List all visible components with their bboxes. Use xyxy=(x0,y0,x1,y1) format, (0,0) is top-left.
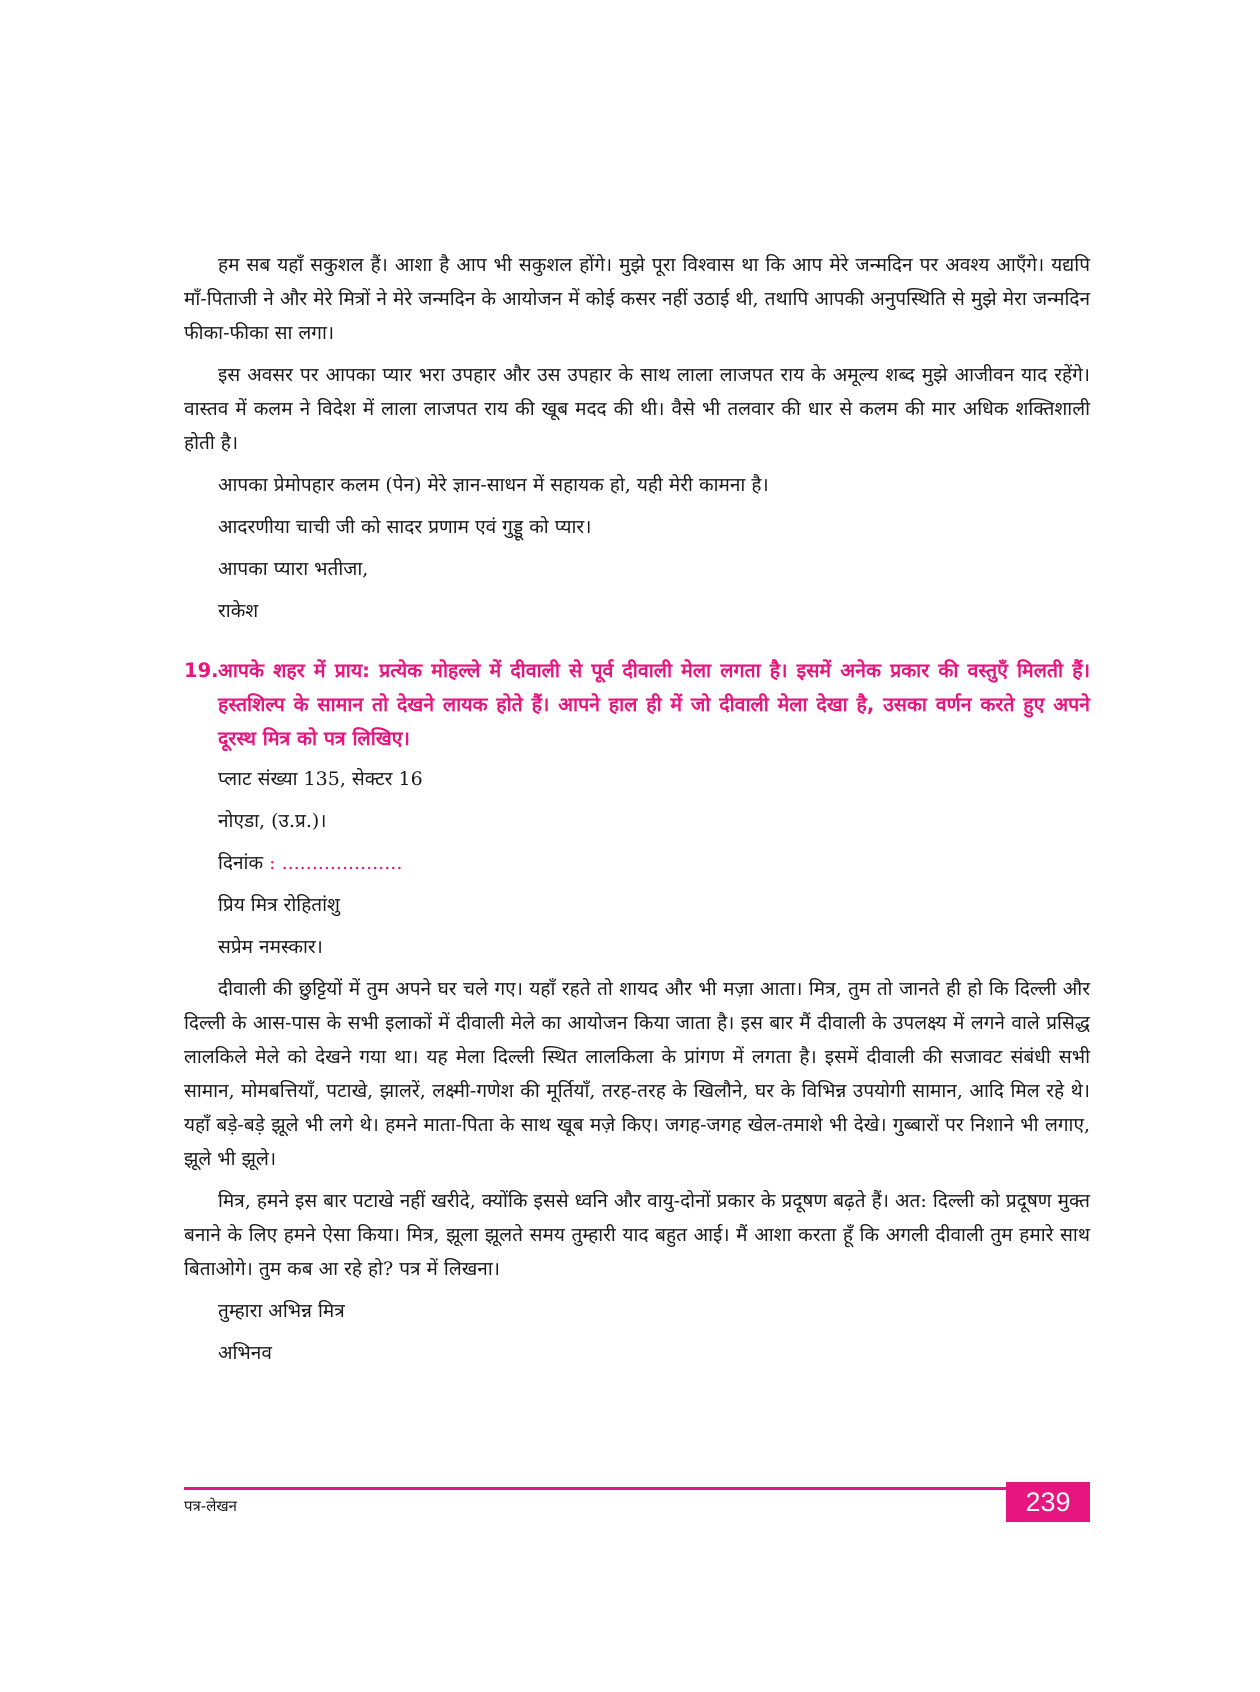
page-content xyxy=(184,248,1090,1378)
letter2-paragraph-1: दीवाली की छुट्टियों में तुम अपने घर चले गए। यहाँ रहते तो शायद और भी मज़ा आता। मित्र, तुम तो जानते ही हो कि दिल्ली और दिल्ली के आस-पास के सभी इलाकों में दीवाली मेले का आयोजन किया जाता है। इस बार मैं दीवाली के उपलक्ष्य में लगने वाले प्रसिद्ध लालकिले मेले को देखने गया था। यह मेला दिल्ली स्थित लालकिला के प्रांगण में लगता है। इसमें दीवाली की सजावट संबंधी सभी सामान, मोमबत्तियाँ, पटाखे, झालरें, लक्ष्मी-गणेश की मूर्तियाँ, तरह-तरह के खिलौने, घर के विभिन्न उपयोगी सामान, आदि मिल रहे थे। यहाँ बड़े-बड़े झूले भी लगे थे। हमने माता-पिता के साथ खूब मज़े किए। जगह-जगह खेल-तमाशे भी देखे। गुब्बारों पर निशाने भी लगाए, झूले भी झूले। xyxy=(184,978,1090,1170)
sender-address-line-1: प्लाट संख्या 135, सेक्टर 16 xyxy=(218,768,423,790)
question-text: आपके शहर में प्राय: प्रत्येक मोहल्ले में दीवाली से पूर्व दीवाली मेला लगता है। इसमें अनेक प्रकार की वस्तुएँ मिलती हैं। हस्तशिल्प के सामान तो देखने लायक होते हैं। आपने हाल ही में जो दीवाली मेला देखा है, उसका वर्णन करते हुए अपने दूरस्थ मित्र को पत्र लिखिए। xyxy=(218,659,1090,750)
letter1-closing: आपका प्यारा भतीजा, xyxy=(218,558,369,580)
greeting: सप्रेम नमस्कार। xyxy=(218,936,323,958)
footer-divider xyxy=(184,1487,1090,1490)
letter1-signature: राकेश xyxy=(218,600,259,622)
letter1-paragraph-2: इस अवसर पर आपका प्यार भरा उपहार और उस उपहार के साथ लाला लाजपत राय के अमूल्य शब्द मुझे आजीवन याद रहेंगे। वास्तव में कलम ने विदेश में लाला लाजपत राय की खूब मदद की थी। वैसे भी तलवार की धार से कलम की मार अधिक शक्तिशाली होती है। xyxy=(184,364,1090,454)
date-placeholder: : .................... xyxy=(269,852,403,874)
letter1-regards: आदरणीया चाची जी को सादर प्रणाम एवं गुड्डू को प्यार। xyxy=(218,516,592,538)
date-label: दिनांक xyxy=(218,852,264,874)
letter2-closing: तुम्हारा अभिन्न मित्र xyxy=(218,1300,345,1322)
letter2-signature: अभिनव xyxy=(218,1342,272,1364)
letter2-paragraph-2: मित्र, हमने इस बार पटाखे नहीं खरीदे, क्योंकि इससे ध्वनि और वायु-दोनों प्रकार के प्रदूषण बढ़ते हैं। अत: दिल्ली को प्रदूषण मुक्त बनाने के लिए हमने ऐसा किया। मित्र, झूला झूलते समय तुम्हारी याद बहुत आई। मैं आशा करता हूँ कि अगली दीवाली तुम हमारे साथ बिताओगे। तुम कब आ रहे हो? पत्र में लिखना। xyxy=(184,1190,1090,1280)
page-number-badge: 239 xyxy=(1006,1482,1090,1522)
footer-section-title: पत्र-लेखन xyxy=(184,1497,237,1515)
sender-address-line-2: नोएडा, (उ.प्र.)। xyxy=(218,810,327,832)
salutation: प्रिय मित्र रोहितांशु xyxy=(218,894,340,916)
letter1-paragraph-1: हम सब यहाँ सकुशल हैं। आशा है आप भी सकुशल होंगे। मुझे पूरा विश्वास था कि आप मेरे जन्मदिन पर अवश्य आएँगे। यद्यपि माँ-पिताजी ने और मेरे मित्रों ने मेरे जन्मदिन के आयोजन में कोई कसर नहीं उठाई थी, तथापि आपकी अनुपस्थिति से मुझे मेरा जन्मदिन फीका-फीका सा लगा। xyxy=(184,254,1090,344)
letter1-wish: आपका प्रेमोपहार कलम (पेन) मेरे ज्ञान-साधन में सहायक हो, यही मेरी कामना है। xyxy=(218,474,769,496)
date-line xyxy=(184,846,1090,880)
question-number: 19. xyxy=(184,659,219,682)
question-19 xyxy=(184,654,1090,756)
